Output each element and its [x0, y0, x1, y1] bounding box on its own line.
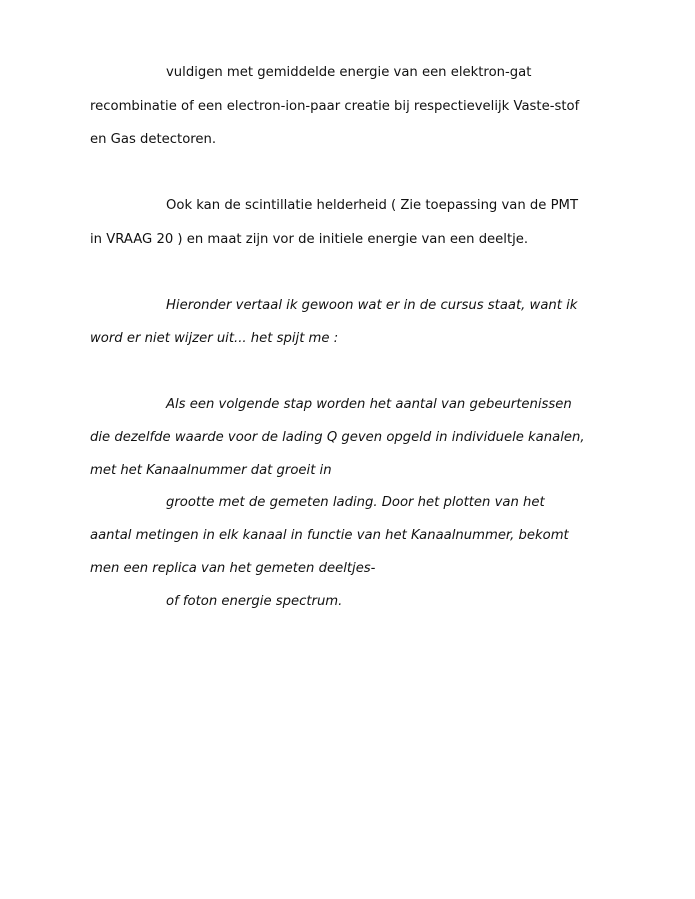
paragraph-1-line-3: en Gas detectoren.: [90, 132, 217, 147]
paragraph-4-line-2: die dezelfde waarde voor de lading Q geven opgeld in individuele kanalen,: [90, 430, 585, 445]
paragraph-2-line-2: in VRAAG 20 ) en maat zijn vor de initiele energie van een deeltje.: [90, 232, 529, 247]
paragraph-2-line-1: Ook kan de scintillatie helderheid ( Zie toepassing van de PMT: [166, 198, 578, 213]
paragraph-4-line-7: of foton energie spectrum.: [166, 594, 343, 609]
paragraph-4-line-1: Als een volgende stap worden het aantal van gebeurtenissen: [166, 397, 572, 412]
paragraph-4-line-3: met het Kanaalnummer dat groeit in: [90, 463, 332, 478]
paragraph-3-line-2: word er niet wijzer uit... het spijt me :: [90, 331, 339, 346]
paragraph-1-line-2: recombinatie of een electron-ion-paar creatie bij respectievelijk Vaste-stof: [90, 99, 580, 114]
paragraph-4-line-6: men een replica van het gemeten deeltjes-: [90, 561, 376, 576]
paragraph-4-line-4: grootte met de gemeten lading. Door het plotten van het: [166, 495, 545, 510]
paragraph-4-line-5: aantal metingen in elk kanaal in functie van het Kanaalnummer, bekomt: [90, 528, 569, 543]
paragraph-3-line-1: Hieronder vertaal ik gewoon wat er in de cursus staat, want ik: [166, 298, 578, 313]
paragraph-1-line-1: vuldigen met gemiddelde energie van een elektron-gat: [166, 65, 532, 80]
